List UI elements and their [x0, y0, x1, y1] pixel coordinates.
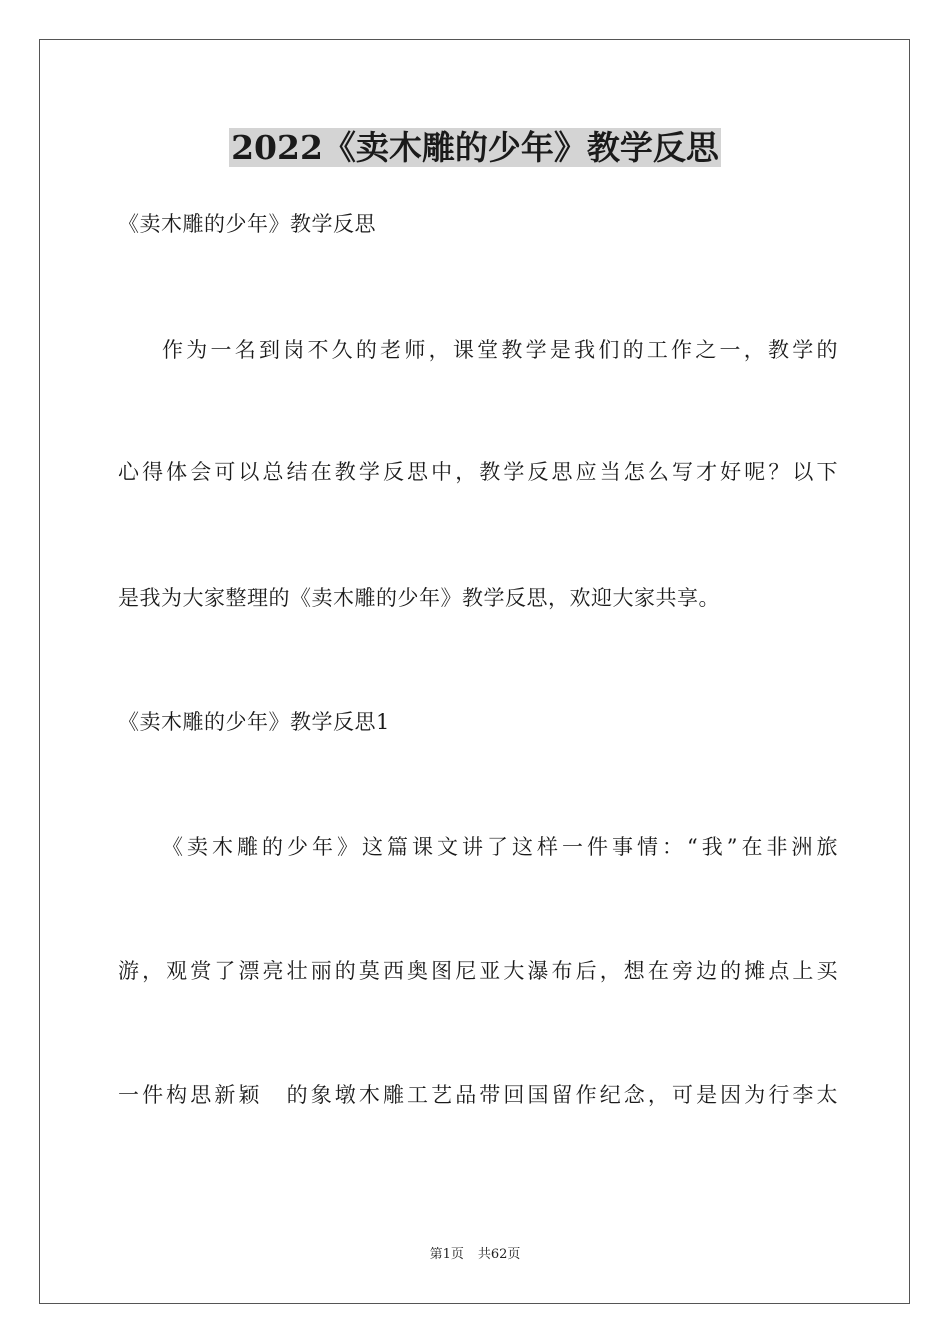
page-footer: [0, 1246, 950, 1264]
document-title: [0, 126, 950, 170]
paragraph-line: 作为一名到岗不久的老师，课堂教学是我们的工作之一，教学的: [162, 338, 838, 362]
document-title-text: 2022《卖木雕的少年》教学反思: [231, 128, 719, 167]
page-total: 共62页: [477, 1247, 521, 1262]
paragraph-line: 《卖木雕的少年》这篇课文讲了这样一件事情：“我”在非洲旅: [162, 835, 838, 859]
paragraph-line: 游，观赏了漂亮壮丽的莫西奥图尼亚大瀑布后，想在旁边的摊点上买: [118, 959, 838, 983]
paragraph-line: 一件构思新颖 的象墩木雕工艺品带回国留作纪念，可是因为行李太: [118, 1083, 838, 1107]
page-number: 第1页: [429, 1247, 464, 1262]
paragraph-line: 是我为大家整理的《卖木雕的少年》教学反思，欢迎大家共享。: [118, 586, 720, 610]
section-heading: 《卖木雕的少年》教学反思1: [118, 710, 390, 734]
paragraph-line: 心得体会可以总结在教学反思中，教学反思应当怎么写才好呢？以下: [118, 460, 838, 484]
document-subtitle: 《卖木雕的少年》教学反思: [118, 212, 376, 236]
